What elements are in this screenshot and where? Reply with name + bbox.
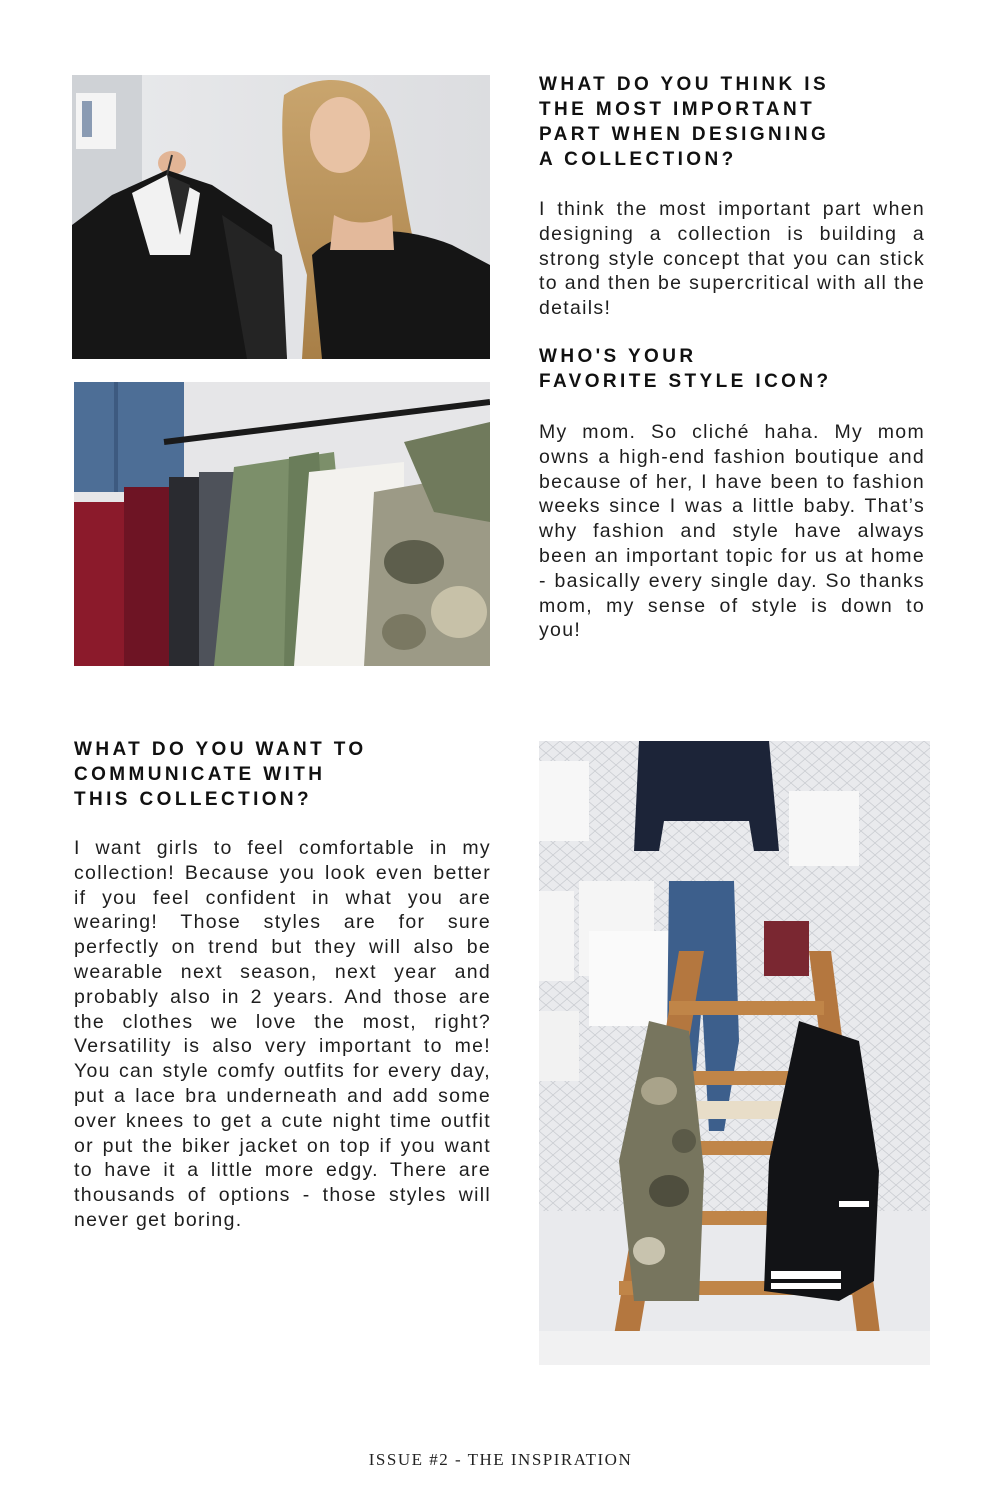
photo-ladder-with-clothes-image <box>539 741 930 1365</box>
photo-woman-holding-jacket <box>72 75 490 359</box>
photo-ladder-with-clothes <box>539 741 930 1365</box>
photo-woman-holding-jacket-image <box>72 75 490 359</box>
section-heading-favorite-style-icon: WHO'S YOUR FAVORITE STYLE ICON? <box>539 346 832 392</box>
section-heading-most-important-part: WHAT DO YOU THINK IS THE MOST IMPORTANT PART WHEN DESIGNING A COLLECTION? <box>539 74 830 170</box>
photo-clothes-rack-image <box>74 382 490 666</box>
section-heading-communicate: WHAT DO YOU WANT TO COMMUNICATE WITH THIS COLLECTION? <box>74 739 367 810</box>
section-body-communicate: I want girls to feel comfortable in my collection! Because you look even better if you feel confident in what you are wearing! Those styles are for sure perfectly on trend but they will also be wearable next season, next year and probably also in 2 years. And those are the clothes we love the most, right? Versatility is also very important to me! You can style comfy outfits for every day, put a lace bra underneath and add some over knees to get a cute night time outfit or put the biker jacket on top if you want to have it a little more edgy. There are thousands of options - those styles will never get boring. <box>74 837 491 1231</box>
issue-footer: ISSUE #2 - THE INSPIRATION <box>368 1450 633 1469</box>
photo-clothes-rack <box>74 382 490 666</box>
section-body-favorite-style-icon: My mom. So cliché haha. My mom owns a high-end fashion boutique and because of her, I have been to fashion weeks since I was a little baby. That’s why fashion and style have always been an important topic for us at home - basically every single day. So thanks mom, my sense of style is down to you! <box>539 421 925 642</box>
section-body-most-important-part: I think the most important part when designing a collection is building a strong style concept that you can stick to and then be supercritical with all the details! <box>539 198 925 320</box>
